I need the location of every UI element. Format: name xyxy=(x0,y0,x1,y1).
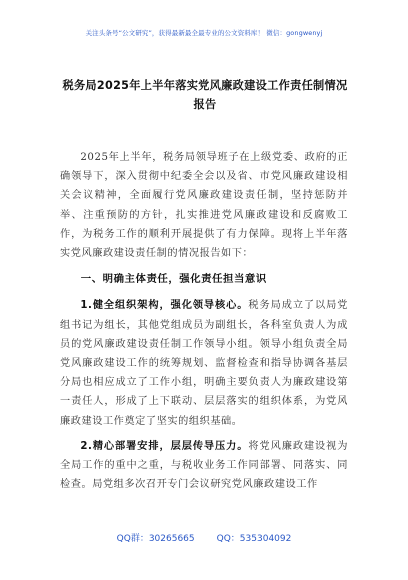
item-1-lead: 1.健全组织架构，强化领导核心。 xyxy=(80,300,249,312)
item-1-text: 税务局成立了以局党组书记为组长，其他党组成员为副组长，各科室负责人为成员的党风廉政建设责任制工作领导小组。领导小组负责全局党风廉政建设工作的统筹规划、监督检查和指导协调各基层分局也相应成立了工作小组，明确主要负责人为廉政建设第一责任人，形成了上下联动、层层落实的组织体系，为党风廉政建设工作奠定了坚实的组织基础。 xyxy=(60,300,348,427)
qq-number: QQ：535304092 xyxy=(216,534,292,544)
document-body xyxy=(60,148,348,494)
intro-paragraph: 2025年上半年，税务局领导班子在上级党委、政府的正确领导下，深入贯彻中纪委全会以及省、市党风廉政建设相关会议精神，全面履行党风廉政建设责任制，坚持惩防并举、注重预防的方针，扎实推进党风廉政建设和反腐败工作，为税务工作的顺利开展提供了有力保障。现将上半年落实党风廉政建设责任制的情况报告如下： xyxy=(60,152,348,260)
item-2-lead: 2.精心部署安排，层层传导压力。 xyxy=(80,440,249,452)
section-heading-1: 一、明确主体责任，强化责任担当意识 xyxy=(80,273,267,286)
footer-contacts xyxy=(0,531,408,544)
document-title: 税务局2025年上半年落实党风廉政建设工作责任制情况报告 xyxy=(62,79,348,111)
item-1-paragraph xyxy=(60,296,348,430)
header-banner xyxy=(0,0,408,58)
qq-group-number: QQ群：30265665 xyxy=(116,534,195,544)
banner-text: 关注头条号“公文研究”，获得最新最全最专业的公文资料库！ 微信：gongwenyj xyxy=(85,29,323,37)
item-2-paragraph xyxy=(60,437,348,495)
item-2-text: 将党风廉政建设视为全局工作的重中之重，与税收业务工作同部署、同落实、同检查。局党组多次召开专门会议研究党风廉政建设工作 xyxy=(60,440,348,491)
